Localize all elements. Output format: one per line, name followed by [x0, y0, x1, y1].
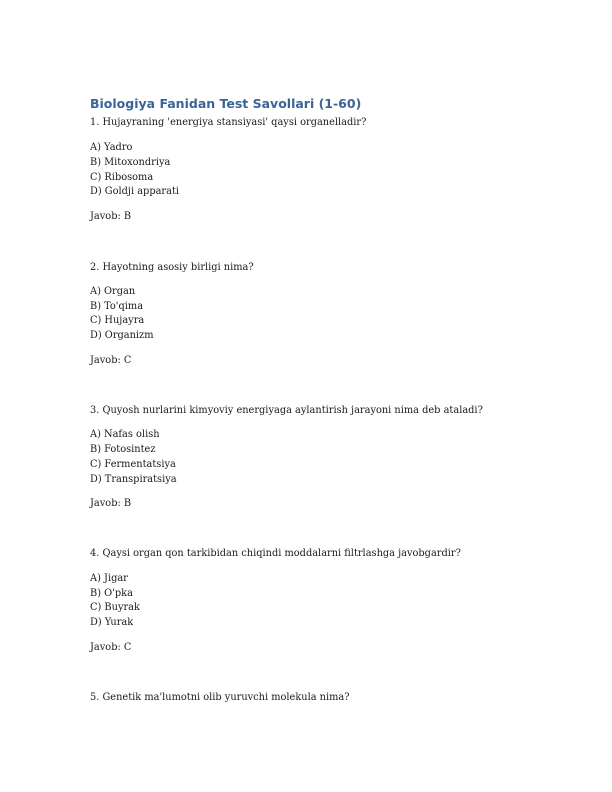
question-2-option-c: C) Hujayra	[90, 315, 145, 326]
question-3-option-a: A) Nafas olish	[90, 429, 160, 440]
question-4-text: 4. Qaysi organ qon tarkibidan chiqindi moddalarni filtrlashga javobgardir?	[90, 548, 461, 559]
question-1-option-d: D) Goldji apparati	[90, 186, 180, 197]
question-3-answer: Javob: B	[90, 498, 132, 509]
question-3-option-b: B) Fotosintez	[90, 444, 156, 455]
question-5-text: 5. Genetik ma'lumotni olib yuruvchi molekula nima?	[90, 692, 350, 703]
question-4-answer: Javob: C	[90, 642, 132, 653]
question-2-option-a: A) Organ	[90, 286, 136, 297]
question-3-option-d: D) Transpiratsiya	[90, 474, 177, 485]
question-1-option-c: C) Ribosoma	[90, 172, 154, 183]
question-3-text: 3. Quyosh nurlarini kimyoviy energiyaga aylantirish jarayoni nima deb ataladi?	[90, 405, 483, 416]
question-2-option-d: D) Organizm	[90, 330, 154, 341]
question-3-option-c: C) Fermentatsiya	[90, 459, 176, 470]
question-1-option-a: A) Yadro	[90, 142, 133, 153]
question-4-option-d: D) Yurak	[90, 617, 134, 628]
question-2-option-b: B) To'qima	[90, 301, 144, 312]
document-title: Biologiya Fanidan Test Savollari (1-60)	[90, 96, 362, 111]
question-4-option-b: B) O'pka	[90, 588, 133, 599]
question-1-answer: Javob: B	[90, 211, 132, 222]
question-4-option-a: A) Jigar	[90, 573, 128, 584]
question-2-text: 2. Hayotning asosiy birligi nima?	[90, 262, 254, 273]
question-1-option-b: B) Mitoxondriya	[90, 157, 171, 168]
question-1-text: 1. Hujayraning 'energiya stansiyasi' qaysi organelladir?	[90, 117, 367, 128]
question-2-answer: Javob: C	[90, 355, 132, 366]
question-4-option-c: C) Buyrak	[90, 602, 140, 613]
